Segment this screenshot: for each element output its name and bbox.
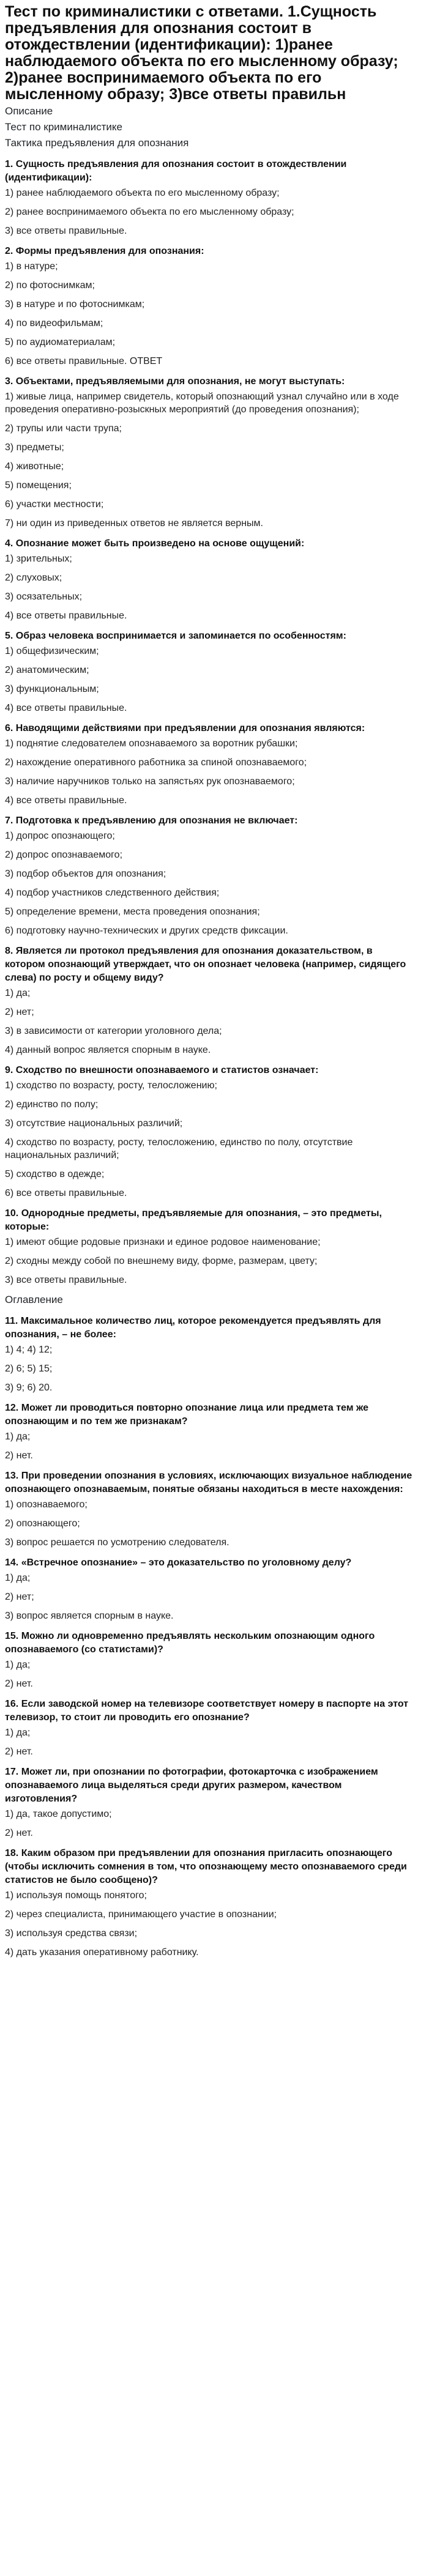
- answer-option: 2) по фотоснимкам;: [5, 280, 95, 291]
- question-text: 17. Может ли, при опознании по фотографии, фотокарточка с изображением опознаваемого лица выделяться среди других размером, качеством изготовления?: [5, 1767, 378, 1804]
- answer-option: 2) анатомическим;: [5, 665, 89, 675]
- answer-option: 1) в натуре;: [5, 261, 58, 272]
- answer-option: 4) дать указания оперативному работнику.: [5, 1947, 199, 1958]
- question-text: 5. Образ человека воспринимается и запоминается по особенностям:: [5, 631, 346, 641]
- question-text: 3. Объектами, предъявляемыми для опознания, не могут выступать:: [5, 376, 345, 387]
- answer-option: 1) да, такое допустимо;: [5, 1809, 112, 1819]
- answer-option: 3) вопрос является спорным в науке.: [5, 1611, 174, 1621]
- answer-option: 4) все ответы правильные.: [5, 611, 127, 621]
- answer-option: 4) сходство по возрасту, росту, телосложению, единство по полу, отсутствие национальных различий;: [5, 1137, 353, 1160]
- answer-option: 1) живые лица, например свидетель, который опознающий узнал случайно или в ходе проведения оперативно-розыскных мероприятий (до проведения опознания);: [5, 392, 399, 415]
- answer-option: 1) поднятие следователем опознаваемого за воротник рубашки;: [5, 738, 298, 749]
- answer-option: 1) ранее наблюдаемого объекта по его мысленному образу;: [5, 188, 280, 198]
- description-label: Описание: [5, 105, 53, 117]
- answer-option: 2) сходны между собой по внешнему виду, форме, размерам, цвету;: [5, 1256, 318, 1266]
- question-text: 2. Формы предъявления для опознания:: [5, 246, 204, 256]
- answer-option: 6) все ответы правильные.: [5, 1188, 127, 1198]
- answer-option: 5) сходство в одежде;: [5, 1169, 105, 1179]
- answer-option: 2) через специалиста, принимающего участие в опознании;: [5, 1909, 277, 1920]
- answer-option: 5) по аудиоматериалам;: [5, 337, 116, 347]
- answer-option: 6) все ответы правильные. ОТВЕТ: [5, 356, 163, 366]
- answer-option: 2) нахождение оперативного работника за спиной опознаваемого;: [5, 757, 307, 768]
- answer-option: 3) осязательных;: [5, 592, 83, 602]
- answer-option: 3) в натуре и по фотоснимкам;: [5, 299, 145, 310]
- answer-option: 3) все ответы правильные.: [5, 1275, 127, 1285]
- question-text: 4. Опознание может быть произведено на основе ощущений:: [5, 538, 305, 549]
- page-title: Тест по криминалистики с ответами. 1.Сущность предъявления для опознания состоит в отождествлении (идентификации): 1)ранее наблюдаемого объекта по его мысленному образу; 2)ранее воспринимаемого объекта по его мысленному образу; 3)все ответы правильн: [5, 3, 398, 103]
- table-of-contents-label: Оглавление: [5, 1294, 63, 1305]
- answer-option: 5) помещения;: [5, 480, 72, 491]
- question-text: 9. Сходство по внешности опознаваемого и статистов означает:: [5, 1065, 319, 1075]
- question-text: 18. Каким образом при предъявлении для опознания пригласить опознающего (чтобы исключить сомнения в том, что опознающему место опознаваемого среди статистов не было сообщено)?: [5, 1848, 407, 1885]
- question-text: 15. Можно ли одновременно предъявлять нескольким опознающим одного опознаваемого (со статистами)?: [5, 1631, 375, 1655]
- answer-option: 3) предметы;: [5, 442, 64, 453]
- answer-option: 4) животные;: [5, 461, 64, 472]
- answer-option: 1) зрительных;: [5, 554, 72, 564]
- answer-option: 3) 9; 6) 20.: [5, 1383, 53, 1393]
- answer-option: 1) да;: [5, 1573, 31, 1583]
- answer-option: 2) опознающего;: [5, 1518, 80, 1529]
- question-text: 14. «Встречное опознание» – это доказательство по уголовному делу?: [5, 1557, 352, 1568]
- answer-option: 2) нет.: [5, 1746, 33, 1757]
- answer-option: 2) единство по полу;: [5, 1099, 99, 1110]
- answer-option: 2) нет.: [5, 1828, 33, 1838]
- answer-option: 2) нет;: [5, 1007, 34, 1017]
- answer-option: 4) все ответы правильные.: [5, 795, 127, 806]
- answer-option: 2) ранее воспринимаемого объекта по его мысленному образу;: [5, 207, 294, 217]
- answer-option: 4) данный вопрос является спорным в науке.: [5, 1045, 211, 1055]
- answer-option: 2) допрос опознаваемого;: [5, 850, 123, 860]
- question-text: 1. Сущность предъявления для опознания состоит в отождествлении (идентификации):: [5, 159, 347, 183]
- answer-option: 2) трупы или части трупа;: [5, 423, 122, 434]
- question-list: [5, 158, 414, 1959]
- question-text: 8. Является ли протокол предъявления для опознания доказательством, в котором опознающий утверждает, что он опознает человека (например, сидящего слева) по росту и общему виду?: [5, 946, 406, 983]
- answer-option: 3) отсутствие национальных различий;: [5, 1118, 183, 1129]
- answer-option: 3) все ответы правильные.: [5, 226, 127, 236]
- answer-option: 3) в зависимости от категории уголовного дела;: [5, 1026, 222, 1036]
- answer-option: 1) допрос опознающего;: [5, 831, 115, 841]
- answer-option: 3) функциональным;: [5, 684, 99, 694]
- answer-option: 1) 4; 4) 12;: [5, 1345, 53, 1355]
- answer-option: 1) опознаваемого;: [5, 1499, 88, 1510]
- answer-option: 1) используя помощь понятого;: [5, 1890, 147, 1901]
- question-text: 11. Максимальное количество лиц, которое рекомендуется предъявлять для опознания, – не более:: [5, 1316, 381, 1340]
- answer-option: 4) по видеофильмам;: [5, 318, 103, 328]
- answer-option: 6) участки местности;: [5, 499, 104, 510]
- test-subtitle: Тест по криминалистике: [5, 121, 122, 133]
- question-text: 13. При проведении опознания в условиях, исключающих визуальное наблюдение опознающего опознаваемым, понятые обязаны находиться в месте нахождения:: [5, 1471, 412, 1494]
- section-title: Тактика предъявления для опознания: [5, 137, 189, 149]
- answer-option: 1) общефизическим;: [5, 646, 99, 656]
- answer-option: 3) наличие наручников только на запястьях рук опознаваемого;: [5, 776, 295, 787]
- answer-option: 3) используя средства связи;: [5, 1928, 138, 1939]
- question-text: 10. Однородные предметы, предъявляемые для опознания, – это предметы, которые:: [5, 1208, 382, 1232]
- question-text: 7. Подготовка к предъявлению для опознания не включает:: [5, 815, 298, 826]
- answer-option: 2) нет;: [5, 1592, 34, 1602]
- answer-option: 1) да;: [5, 1728, 31, 1738]
- answer-option: 1) имеют общие родовые признаки и единое родовое наименование;: [5, 1237, 321, 1247]
- answer-option: 2) нет.: [5, 1450, 33, 1461]
- answer-option: 1) сходство по возрасту, росту, телосложению;: [5, 1080, 217, 1091]
- answer-option: 2) слуховых;: [5, 573, 62, 583]
- answer-option: 4) все ответы правильные.: [5, 703, 127, 713]
- question-text: 16. Если заводской номер на телевизоре соответствует номеру в паспорте на этот телевизор, то стоит ли проводить его опознание?: [5, 1699, 409, 1723]
- answer-option: 2) нет.: [5, 1679, 33, 1689]
- answer-option: 2) 6; 5) 15;: [5, 1364, 53, 1374]
- answer-option: 1) да;: [5, 988, 31, 998]
- question-text: 6. Наводящими действиями при предъявлении для опознания являются:: [5, 723, 365, 733]
- answer-option: 1) да;: [5, 1431, 31, 1442]
- answer-option: 4) подбор участников следственного действия;: [5, 888, 220, 898]
- answer-option: 1) да;: [5, 1660, 31, 1670]
- question-text: 12. Может ли проводиться повторно опознание лица или предмета тем же опознающим и по тем же признакам?: [5, 1403, 369, 1427]
- answer-option: 5) определение времени, места проведения опознания;: [5, 907, 260, 917]
- answer-option: 3) подбор объектов для опознания;: [5, 869, 166, 879]
- answer-option: 3) вопрос решается по усмотрению следователя.: [5, 1537, 229, 1548]
- answer-option: 7) ни один из приведенных ответов не является верным.: [5, 518, 263, 529]
- answer-option: 6) подготовку научно-технических и других средств фиксации.: [5, 926, 288, 936]
